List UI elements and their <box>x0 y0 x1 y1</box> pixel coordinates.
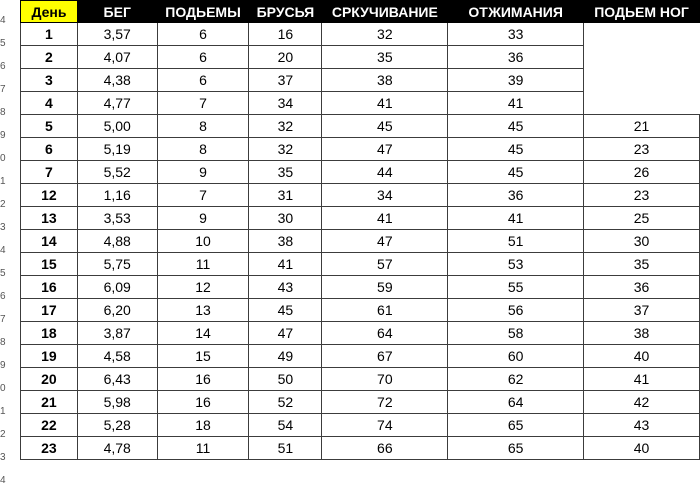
cell-crunches[interactable]: 66 <box>322 437 448 460</box>
cell-leg-raises[interactable]: 42 <box>584 391 700 414</box>
cell-dips[interactable]: 49 <box>249 345 322 368</box>
cell-pullups[interactable]: 6 <box>157 69 249 92</box>
cell-day[interactable]: 7 <box>21 161 78 184</box>
cell-pullups[interactable]: 9 <box>157 161 249 184</box>
cell-leg-raises[interactable]: 37 <box>584 299 700 322</box>
cell-day[interactable]: 16 <box>21 276 78 299</box>
cell-dips[interactable]: 32 <box>249 138 322 161</box>
cell-pushups[interactable]: 41 <box>448 92 584 115</box>
cell-dips[interactable]: 52 <box>249 391 322 414</box>
cell-leg-raises[interactable] <box>584 23 700 46</box>
cell-crunches[interactable]: 38 <box>322 69 448 92</box>
row-number[interactable]: 7 <box>0 314 6 325</box>
row-number[interactable]: 0 <box>0 383 6 394</box>
cell-run[interactable]: 6,43 <box>77 368 157 391</box>
cell-crunches[interactable]: 35 <box>322 46 448 69</box>
cell-crunches[interactable]: 57 <box>322 253 448 276</box>
cell-day[interactable]: 21 <box>21 391 78 414</box>
cell-leg-raises[interactable] <box>584 92 700 115</box>
table-row <box>21 299 700 322</box>
cell-dips[interactable]: 16 <box>249 23 322 46</box>
cell-leg-raises[interactable]: 25 <box>584 207 700 230</box>
row-number[interactable]: 8 <box>0 107 6 118</box>
table-row <box>21 184 700 207</box>
cell-dips[interactable]: 20 <box>249 46 322 69</box>
cell-dips[interactable]: 32 <box>249 115 322 138</box>
row-number-gutter <box>0 0 20 486</box>
cell-pushups[interactable]: 51 <box>448 230 584 253</box>
table-row <box>21 391 700 414</box>
cell-pushups[interactable]: 45 <box>448 138 584 161</box>
cell-pullups[interactable]: 16 <box>157 368 249 391</box>
cell-dips[interactable]: 43 <box>249 276 322 299</box>
row-number[interactable]: 8 <box>0 337 6 348</box>
cell-pullups[interactable]: 12 <box>157 276 249 299</box>
cell-run[interactable]: 4,78 <box>77 437 157 460</box>
cell-pullups[interactable]: 16 <box>157 391 249 414</box>
table-row <box>21 253 700 276</box>
cell-pushups[interactable]: 62 <box>448 368 584 391</box>
cell-crunches[interactable]: 64 <box>322 322 448 345</box>
cell-pushups[interactable]: 60 <box>448 345 584 368</box>
header-pushups[interactable]: ОТЖИМАНИЯ <box>448 1 584 23</box>
cell-day[interactable]: 3 <box>21 69 78 92</box>
header-leg-raises[interactable]: ПОДЬЕМ НОГ <box>584 1 700 23</box>
cell-run[interactable]: 5,19 <box>77 138 157 161</box>
cell-leg-raises[interactable]: 38 <box>584 322 700 345</box>
cell-pushups[interactable]: 39 <box>448 69 584 92</box>
cell-run[interactable]: 6,09 <box>77 276 157 299</box>
row-number[interactable]: 5 <box>0 38 6 49</box>
cell-leg-raises[interactable]: 36 <box>584 276 700 299</box>
cell-dips[interactable]: 54 <box>249 414 322 437</box>
cell-run[interactable]: 5,00 <box>77 115 157 138</box>
cell-pullups[interactable]: 15 <box>157 345 249 368</box>
cell-pushups[interactable]: 53 <box>448 253 584 276</box>
cell-pullups[interactable]: 8 <box>157 138 249 161</box>
cell-day[interactable]: 17 <box>21 299 78 322</box>
row-number[interactable]: 3 <box>0 222 6 233</box>
cell-run[interactable]: 6,20 <box>77 299 157 322</box>
cell-day[interactable]: 5 <box>21 115 78 138</box>
cell-crunches[interactable]: 44 <box>322 161 448 184</box>
cell-dips[interactable]: 50 <box>249 368 322 391</box>
cell-crunches[interactable]: 45 <box>322 115 448 138</box>
cell-day[interactable]: 19 <box>21 345 78 368</box>
cell-pullups[interactable]: 13 <box>157 299 249 322</box>
row-number[interactable]: 9 <box>0 360 6 371</box>
cell-crunches[interactable]: 59 <box>322 276 448 299</box>
row-number[interactable]: 3 <box>0 452 6 463</box>
header-pullups[interactable]: ПОДЬЕМЫ <box>157 1 249 23</box>
cell-run[interactable]: 3,57 <box>77 23 157 46</box>
cell-pullups[interactable]: 11 <box>157 437 249 460</box>
cell-pushups[interactable]: 56 <box>448 299 584 322</box>
cell-crunches[interactable]: 41 <box>322 207 448 230</box>
table-row <box>21 414 700 437</box>
table-row <box>21 69 700 92</box>
cell-day[interactable]: 1 <box>21 23 78 46</box>
table-row <box>21 115 700 138</box>
row-number[interactable]: 6 <box>0 291 6 302</box>
cell-pushups[interactable]: 36 <box>448 46 584 69</box>
row-number[interactable]: 6 <box>0 61 6 72</box>
cell-run[interactable]: 4,38 <box>77 69 157 92</box>
header-day[interactable]: День <box>21 1 78 23</box>
cell-day[interactable]: 4 <box>21 92 78 115</box>
cell-pushups[interactable]: 64 <box>448 391 584 414</box>
table-row <box>21 92 700 115</box>
table-row <box>21 368 700 391</box>
cell-run[interactable]: 5,28 <box>77 414 157 437</box>
table-row <box>21 138 700 161</box>
cell-run[interactable]: 4,88 <box>77 230 157 253</box>
cell-dips[interactable]: 51 <box>249 437 322 460</box>
cell-pullups[interactable]: 14 <box>157 322 249 345</box>
header-dips[interactable]: БРУСЬЯ <box>249 1 322 23</box>
header-crunches[interactable]: СРКУЧИВАНИЕ <box>322 1 448 23</box>
row-number[interactable]: 2 <box>0 429 6 440</box>
cell-crunches[interactable]: 74 <box>322 414 448 437</box>
cell-dips[interactable]: 34 <box>249 92 322 115</box>
cell-day[interactable]: 23 <box>21 437 78 460</box>
table-row <box>21 161 700 184</box>
cell-leg-raises[interactable] <box>584 46 700 69</box>
cell-dips[interactable]: 30 <box>249 207 322 230</box>
table-row <box>21 23 700 46</box>
cell-pullups[interactable]: 11 <box>157 253 249 276</box>
cell-dips[interactable]: 38 <box>249 230 322 253</box>
cell-pullups[interactable]: 10 <box>157 230 249 253</box>
cell-crunches[interactable]: 34 <box>322 184 448 207</box>
cell-leg-raises[interactable]: 23 <box>584 184 700 207</box>
cell-day[interactable]: 14 <box>21 230 78 253</box>
cell-day[interactable]: 18 <box>21 322 78 345</box>
cell-dips[interactable]: 47 <box>249 322 322 345</box>
table-row <box>21 322 700 345</box>
table-row <box>21 230 700 253</box>
cell-pullups[interactable]: 7 <box>157 92 249 115</box>
cell-day[interactable]: 6 <box>21 138 78 161</box>
cell-run[interactable]: 3,53 <box>77 207 157 230</box>
row-number[interactable]: 2 <box>0 199 6 210</box>
cell-leg-raises[interactable]: 30 <box>584 230 700 253</box>
row-number[interactable]: 9 <box>0 130 6 141</box>
cell-leg-raises[interactable]: 40 <box>584 345 700 368</box>
cell-leg-raises[interactable]: 21 <box>584 115 700 138</box>
cell-leg-raises[interactable]: 35 <box>584 253 700 276</box>
cell-day[interactable]: 20 <box>21 368 78 391</box>
row-number[interactable]: 4 <box>0 245 6 256</box>
cell-crunches[interactable]: 32 <box>322 23 448 46</box>
cell-pushups[interactable]: 65 <box>448 437 584 460</box>
row-number[interactable]: 4 <box>0 475 6 486</box>
cell-pushups[interactable]: 45 <box>448 161 584 184</box>
cell-pushups[interactable]: 65 <box>448 414 584 437</box>
row-number[interactable]: 1 <box>0 176 6 187</box>
cell-dips[interactable]: 45 <box>249 299 322 322</box>
cell-run[interactable]: 5,52 <box>77 161 157 184</box>
cell-dips[interactable]: 31 <box>249 184 322 207</box>
header-run[interactable]: БЕГ <box>77 1 157 23</box>
cell-day[interactable]: 2 <box>21 46 78 69</box>
cell-leg-raises[interactable]: 23 <box>584 138 700 161</box>
cell-day[interactable]: 13 <box>21 207 78 230</box>
cell-crunches[interactable]: 61 <box>322 299 448 322</box>
cell-crunches[interactable]: 47 <box>322 138 448 161</box>
cell-leg-raises[interactable]: 43 <box>584 414 700 437</box>
cell-pullups[interactable]: 9 <box>157 207 249 230</box>
cell-dips[interactable]: 35 <box>249 161 322 184</box>
cell-run[interactable]: 1,16 <box>77 184 157 207</box>
cell-run[interactable]: 4,58 <box>77 345 157 368</box>
cell-run[interactable]: 5,75 <box>77 253 157 276</box>
cell-dips[interactable]: 41 <box>249 253 322 276</box>
table-row <box>21 207 700 230</box>
cell-day[interactable]: 12 <box>21 184 78 207</box>
cell-run[interactable]: 4,77 <box>77 92 157 115</box>
cell-run[interactable]: 4,07 <box>77 46 157 69</box>
cell-leg-raises[interactable]: 26 <box>584 161 700 184</box>
row-number[interactable]: 5 <box>0 268 6 279</box>
row-number[interactable]: 1 <box>0 406 6 417</box>
cell-dips[interactable]: 37 <box>249 69 322 92</box>
row-number[interactable]: 4 <box>0 15 6 26</box>
cell-pushups[interactable]: 36 <box>448 184 584 207</box>
cell-crunches[interactable]: 41 <box>322 92 448 115</box>
cell-leg-raises[interactable]: 41 <box>584 368 700 391</box>
cell-run[interactable]: 5,98 <box>77 391 157 414</box>
cell-day[interactable]: 22 <box>21 414 78 437</box>
table-row <box>21 437 700 460</box>
table-row <box>21 46 700 69</box>
cell-pushups[interactable]: 45 <box>448 115 584 138</box>
cell-pushups[interactable]: 41 <box>448 207 584 230</box>
header-row <box>21 1 700 23</box>
row-number[interactable]: 7 <box>0 84 6 95</box>
cell-pullups[interactable]: 7 <box>157 184 249 207</box>
table-row <box>21 345 700 368</box>
cell-pullups[interactable]: 18 <box>157 414 249 437</box>
cell-pullups[interactable]: 6 <box>157 23 249 46</box>
cell-crunches[interactable]: 70 <box>322 368 448 391</box>
cell-pullups[interactable]: 8 <box>157 115 249 138</box>
cell-run[interactable]: 3,87 <box>77 322 157 345</box>
cell-pullups[interactable]: 6 <box>157 46 249 69</box>
cell-crunches[interactable]: 72 <box>322 391 448 414</box>
table-row <box>21 276 700 299</box>
cell-pushups[interactable]: 33 <box>448 23 584 46</box>
workout-table <box>20 0 700 460</box>
cell-pushups[interactable]: 58 <box>448 322 584 345</box>
cell-day[interactable]: 15 <box>21 253 78 276</box>
cell-pushups[interactable]: 55 <box>448 276 584 299</box>
row-number[interactable]: 0 <box>0 153 6 164</box>
cell-leg-raises[interactable]: 40 <box>584 437 700 460</box>
cell-crunches[interactable]: 47 <box>322 230 448 253</box>
cell-leg-raises[interactable] <box>584 69 700 92</box>
cell-crunches[interactable]: 67 <box>322 345 448 368</box>
